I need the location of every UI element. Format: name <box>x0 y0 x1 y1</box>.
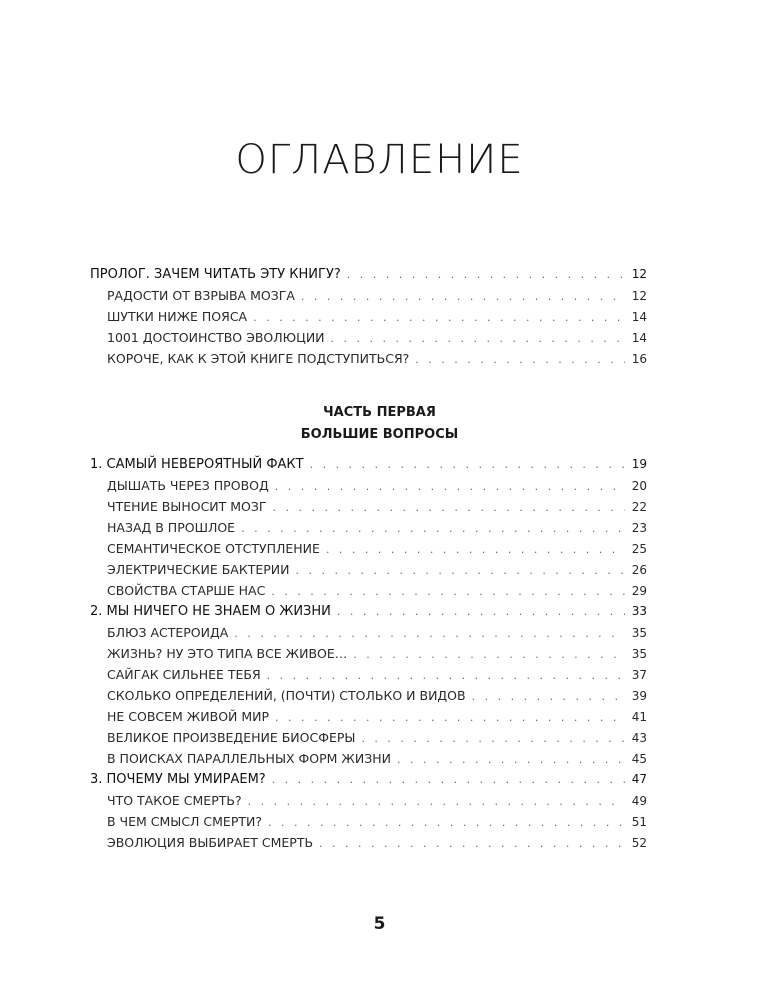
toc-leader-dots <box>310 454 625 475</box>
toc-subentry[interactable] <box>90 580 647 601</box>
toc-entry-page: 25 <box>631 542 647 556</box>
toc-entry-page: 49 <box>631 794 647 808</box>
toc-entry-page: 14 <box>631 331 647 345</box>
toc-entry-label: В ПОИСКАХ ПАРАЛЛЕЛЬНЫХ ФОРМ ЖИЗНИ <box>107 751 391 766</box>
toc-entry-page: 35 <box>631 647 647 661</box>
toc-entry-page: 37 <box>631 668 647 682</box>
toc-entry-page: 35 <box>631 626 647 640</box>
toc-entry-label: 2. МЫ НИЧЕГО НЕ ЗНАЕМ О ЖИЗНИ <box>90 604 331 619</box>
toc-entry-page: 12 <box>631 267 647 281</box>
toc-entry-page: 16 <box>631 352 647 366</box>
toc-subentry[interactable] <box>90 727 647 748</box>
toc-leader-dots <box>271 581 625 602</box>
toc-leader-dots <box>319 833 625 854</box>
toc-leader-dots <box>234 623 625 644</box>
toc-entry-label: ЭЛЕКТРИЧЕСКИЕ БАКТЕРИИ <box>107 562 290 577</box>
toc-leader-dots <box>267 665 625 686</box>
toc-entry-label: ЭВОЛЮЦИЯ ВЫБИРАЕТ СМЕРТЬ <box>107 835 314 850</box>
toc-leader-dots <box>337 601 625 622</box>
part-heading-line2: БОЛЬШИЕ ВОПРОСЫ <box>300 427 459 442</box>
toc-leader-dots <box>268 812 625 833</box>
toc-entry-page: 47 <box>631 772 647 786</box>
prologue-toc <box>90 264 647 369</box>
toc-subentry[interactable] <box>90 475 647 496</box>
toc-entry-page: 33 <box>631 604 647 618</box>
toc-subentry[interactable] <box>90 559 647 580</box>
toc-subentry[interactable] <box>90 285 647 306</box>
chapters-toc <box>90 454 647 853</box>
toc-subentry[interactable] <box>90 496 647 517</box>
toc-leader-dots <box>273 497 625 518</box>
toc-entry-label: БЛЮЗ АСТЕРОИДА <box>107 625 229 640</box>
toc-entry-page: 45 <box>631 752 647 766</box>
toc-subentry[interactable] <box>90 706 647 727</box>
toc-subentry[interactable] <box>90 327 647 348</box>
toc-subentry[interactable] <box>90 643 647 664</box>
toc-subentry[interactable] <box>90 790 647 811</box>
toc-subentry[interactable] <box>90 622 647 643</box>
toc-subentry[interactable] <box>90 348 647 369</box>
toc-entry-label: СЕМАНТИЧЕСКОЕ ОТСТУПЛЕНИЕ <box>107 541 320 556</box>
toc-leader-dots <box>301 286 625 307</box>
toc-entry-page: 52 <box>631 836 647 850</box>
toc-subentry[interactable] <box>90 832 647 853</box>
toc-entry-label: СВОЙСТВА СТАРШЕ НАС <box>107 583 266 598</box>
toc-entry-label: 3. ПОЧЕМУ МЫ УМИРАЕМ? <box>90 772 266 787</box>
toc-leader-dots <box>397 749 625 770</box>
toc-entry-label: ШУТКИ НИЖЕ ПОЯСА <box>107 309 248 324</box>
page-number: 5 <box>373 914 386 934</box>
toc-leader-dots <box>275 476 625 497</box>
toc-leader-dots <box>241 518 625 539</box>
toc-leader-dots <box>296 560 626 581</box>
toc-leader-dots <box>253 307 625 328</box>
toc-entry-page: 14 <box>631 310 647 324</box>
toc-entry-label: ЧТО ТАКОЕ СМЕРТЬ? <box>107 793 242 808</box>
toc-entry-page: 51 <box>631 815 647 829</box>
toc-entry-label: ПРОЛОГ. ЗАЧЕМ ЧИТАТЬ ЭТУ КНИГУ? <box>90 267 341 282</box>
toc-entry-page: 12 <box>631 289 647 303</box>
toc-entry-label: ЧТЕНИЕ ВЫНОСИТ МОЗГ <box>107 499 267 514</box>
toc-leader-dots <box>275 707 625 728</box>
toc-subentry[interactable] <box>90 306 647 327</box>
toc-subentry[interactable] <box>90 664 647 685</box>
toc-subentry[interactable] <box>90 517 647 538</box>
toc-leader-dots <box>353 644 625 665</box>
toc-entry-page: 20 <box>631 479 647 493</box>
toc-entry-label: РАДОСТИ ОТ ВЗРЫВА МОЗГА <box>107 288 295 303</box>
toc-entry[interactable] <box>90 601 647 622</box>
toc-entry-page: 19 <box>631 457 647 471</box>
toc-subentry[interactable] <box>90 685 647 706</box>
toc-entry-label: НЕ СОВСЕМ ЖИВОЙ МИР <box>107 709 270 724</box>
toc-entry[interactable] <box>90 264 647 285</box>
toc-entry-label: СКОЛЬКО ОПРЕДЕЛЕНИЙ, (ПОЧТИ) СТОЛЬКО И ВИДОВ <box>107 688 466 703</box>
toc-entry-page: 43 <box>631 731 647 745</box>
toc-leader-dots <box>361 728 625 749</box>
toc-leader-dots <box>326 539 625 560</box>
toc-entry-label: НАЗАД В ПРОШЛОЕ <box>107 520 236 535</box>
toc-entry-page: 22 <box>631 500 647 514</box>
page-title: ОГЛАВЛЕНИЕ <box>235 137 524 183</box>
part-heading-line1: ЧАСТЬ ПЕРВАЯ <box>323 405 436 420</box>
toc-entry-page: 41 <box>631 710 647 724</box>
toc-entry-page: 26 <box>631 563 647 577</box>
toc-subentry[interactable] <box>90 748 647 769</box>
toc-entry-label: 1. САМЫЙ НЕВЕРОЯТНЫЙ ФАКТ <box>90 457 304 472</box>
toc-leader-dots <box>472 686 625 707</box>
toc-entry-page: 23 <box>631 521 647 535</box>
toc-entry-label: 1001 ДОСТОИНСТВО ЭВОЛЮЦИИ <box>107 330 325 345</box>
toc-entry[interactable] <box>90 769 647 790</box>
toc-subentry[interactable] <box>90 811 647 832</box>
toc-leader-dots <box>415 349 625 370</box>
toc-entry-label: ВЕЛИКОЕ ПРОИЗВЕДЕНИЕ БИОСФЕРЫ <box>107 730 356 745</box>
toc-leader-dots <box>347 264 625 285</box>
toc-leader-dots <box>272 769 625 790</box>
toc-entry-label: В ЧЕМ СМЫСЛ СМЕРТИ? <box>107 814 262 829</box>
toc-entry-page: 29 <box>631 584 647 598</box>
toc-entry-label: ЖИЗНЬ? НУ ЭТО ТИПА ВСЕ ЖИВОЕ… <box>107 646 348 661</box>
toc-entry-label: ДЫШАТЬ ЧЕРЕЗ ПРОВОД <box>107 478 269 493</box>
toc-leader-dots <box>248 791 625 812</box>
toc-leader-dots <box>331 328 625 349</box>
toc-entry-label: САЙГАК СИЛЬНЕЕ ТЕБЯ <box>107 667 261 682</box>
toc-entry-page: 39 <box>631 689 647 703</box>
toc-subentry[interactable] <box>90 538 647 559</box>
toc-entry-label: КОРОЧЕ, КАК К ЭТОЙ КНИГЕ ПОДСТУПИТЬСЯ? <box>107 351 410 366</box>
toc-entry[interactable] <box>90 454 647 475</box>
